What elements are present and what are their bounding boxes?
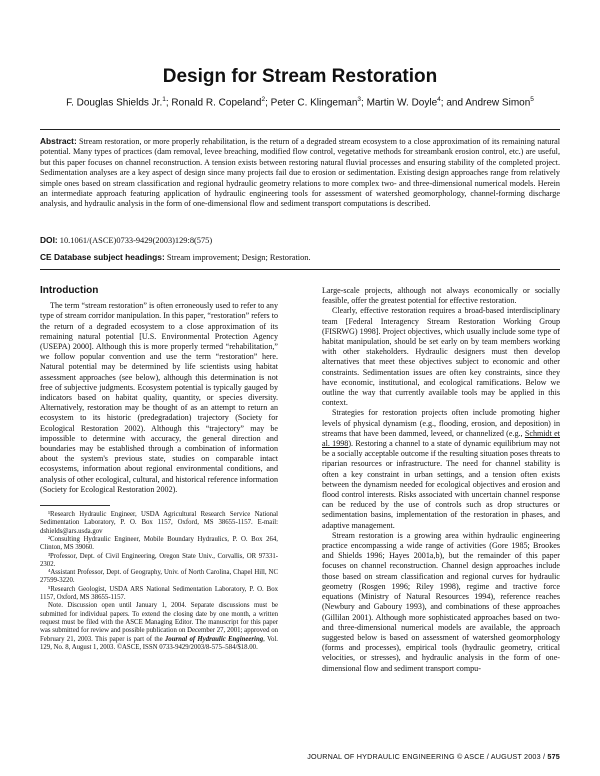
discussion-note bbox=[40, 602, 278, 652]
author-affiliation-mark: 5 bbox=[530, 96, 534, 103]
header-divider bbox=[40, 129, 560, 130]
doi-line bbox=[40, 235, 560, 245]
abstract-divider bbox=[40, 269, 560, 270]
journal-footer: JOURNAL OF HYDRAULIC ENGINEERING © ASCE / AUGUST 2003 / bbox=[307, 752, 548, 761]
intro-paragraph: The term “stream restoration” is often erroneously used to refer to any type of stream corridor manipulation. In this paper, “restoration” refers to the return of a degraded ecosystem to a close approximation of its remaining natural potential [U.S. Environmental Protection Agency (USEPA) 2000]. Although this is more properly termed “rehabilitation,” we follow popular convention and use the term “restoration” here. Natural potential may be determined by life scientists using habitat assessment approaches (see below), although this determination is not free of subjective judgments. Ecosystem potential is typically gauged by indicators based on habitat quality, quantity, or species diversity. Alternatively, restoration may be thought of as an attempt to return an ecosystem to its historic (predegradation) trajectory (Society for Ecological Restoration 2002). Although this “trajectory” may be impossible to determine with accuracy, the general direction and boundaries may be established through a combination of information about the system's previous state, studies on comparable intact ecosystems, information about regional environmental conditions, and analysis of other ecological, cultural, and historical reference information (Society for Ecological Restoration 2002). bbox=[40, 301, 278, 494]
footnote-divider bbox=[40, 505, 110, 506]
paper-title: Design for Stream Restoration bbox=[162, 66, 438, 87]
footnote-2: ²Consulting Hydraulic Engineer, Mobile Boundary Hydraulics, P. O. Box 264, Clinton, MS 39060. bbox=[40, 535, 278, 552]
footnote-5: ⁵Research Geologist, USDA ARS National Sedimentation Laboratory, P. O. Box 1157, Oxford, MS 38655-1157. bbox=[40, 585, 278, 602]
footnote-3: ³Professor, Dept. of Civil Engineering, Oregon State Univ., Corvallis, OR 97331-2302. bbox=[40, 552, 278, 568]
note-text: Note. Discussion open until January 1, 2004. Separate discussions must be submitted for individual papers. To extend the closing date by one month, a written request must be filed with the ASCE Managing Editor. The manuscript for this paper was submitted for review and possible publication on December 27, 2001; approved on February 21, 2003. This paper is part of the bbox=[40, 602, 278, 643]
abstract bbox=[40, 136, 560, 210]
footnotes bbox=[40, 511, 278, 652]
body-paragraph: Stream restoration is a growing area within hydraulic engineering practice encompassing a wide range of activities (Gore 1985; Brookes and Shields 1996; Hayes 2001a,b), but the remainder of this paper focuses on channel reconstruction. Channel design approaches include those based on stream classification and regional curves for hydraulic geometry (Rosgen 1996; Riley 1998), regime and tractive force equations (Ministry of Natural Resources 1994), reference reaches (Newbury and Gaboury 1993), and combinations of these approaches (Gillilan 2001). Although more sophisticated approaches based on two- and three-dimensional numerical models are available, the approach suggested below is based on assessment of watershed geomorphology (forms and processes), empirical tools (hydraulic geometry, critical velocities, or stresses), and hydraulic analysis in the form of one-dimensional flow and sediment transport compu- bbox=[322, 530, 560, 673]
author-affiliation-mark: 2 bbox=[261, 96, 266, 103]
author-affiliation-mark: 4 bbox=[437, 96, 441, 103]
left-column bbox=[40, 286, 278, 652]
subject-headings bbox=[40, 252, 560, 262]
body-paragraph: Clearly, effective restoration requires a broad-based interdisciplinary team [Federal Interagency Stream Restoration Working Group (FISRWG) 1998]. Project objectives, which usually include some type of habitat manipulation, should be set early on by team members working with other stakeholders. Hydraulic designers must then develop alternatives that meet these objectives subject to economic and other constraints. Sedimentation issues are often key constraints, since they have economic, institutional, and ecological ramifications. Below we outline the way that currently available tools may be applied in this context. bbox=[322, 306, 560, 408]
author-name: F. Douglas Shields Jr. bbox=[66, 97, 163, 109]
subject-headings-label: CE Database subject headings: bbox=[40, 252, 165, 262]
author-name: ; Peter C. Klingeman bbox=[265, 97, 358, 109]
page-footer bbox=[40, 752, 560, 761]
author-name: ; and Andrew Simon bbox=[440, 97, 531, 109]
page-number: 575 bbox=[547, 752, 560, 761]
subject-headings-value: Stream improvement; Design; Restoration. bbox=[166, 253, 311, 262]
author-name: ; Ronald R. Copeland bbox=[165, 97, 262, 109]
abstract-label: Abstract: bbox=[40, 136, 77, 146]
note-text-end: , Vol. 129, No. 8, August 1, 2003. ©ASCE, ISSN 0733-9429/2003/8-575–584/$18.00. bbox=[40, 635, 278, 651]
paragraph-text: Strategies for restoration projects often include promoting higher levels of physical dynamism (e.g., flooding, erosion, and deposition) in streams that have been dammed, leveed, or channelized (e.g., bbox=[322, 408, 560, 438]
author-name: ; Martin W. Doyle bbox=[361, 97, 438, 109]
doi-label: DOI: bbox=[40, 235, 58, 245]
citation-link[interactable]: Schmidt et al. 1998 bbox=[322, 428, 560, 449]
footnote-1: ¹Research Hydraulic Engineer, USDA Agricultural Research Service National Sedimentation Laboratory, P. O. Box 1157, Oxford, MS 38655-1157. E-mail: dshields@ars.usda.gov bbox=[40, 511, 278, 535]
abstract-text: Stream restoration, or more properly rehabilitation, is the return of a degraded stream ecosystem to a close approximation of its remaining natural potential. Many types of practices (dam removal, levee breaching, modified flow control, vegetative methods for streambank erosion control, etc.) are useful, but this paper focuses on channel reconstruction. A tension exists between restoring natural fluvial processes and ensuring stability of the completed project. Sedimentation analyses are a key aspect of design since many projects fail due to erosion or sedimentation. Existing design approaches range from relatively simple ones based on stream classification and regional hydraulic geometry relations to more complex two- and three-dimensional numerical models. Herein an intermediate approach featuring application of hydraulic engineering tools for assessment of watershed geomorphology, channel-forming discharge analysis, and hydraulic analysis in the form of one-dimensional flow and sediment transport computations is described. bbox=[40, 137, 560, 209]
right-column bbox=[322, 286, 560, 674]
author-affiliation-mark: 3 bbox=[357, 96, 362, 103]
paragraph-text: ). Restoring a channel to a state of dynamic equilibrium may not be a socially acceptable outcome if the resulting situation poses threats to riparian resources or infrastructure. The need for channel stability is often a key constraint in urban settings, and a tension often exists between the dynamism needed for ecological objectives and erosion and flood control interests. Risks associated with uncertain channel response can be reduced by the use of controls such as drop structures or sedimentation basins, implementation of the restoration in phases, and adaptive management. bbox=[322, 439, 560, 530]
doi-value[interactable]: 10.1061/(ASCE)0733-9429(2003)129:8(575) bbox=[59, 236, 213, 245]
author-affiliation-mark: 1 bbox=[162, 96, 166, 103]
journal-name: Journal of Hydraulic Engineering bbox=[164, 635, 264, 643]
body-paragraph: Large-scale projects, although not always economically or socially feasible, offer the greatest potential for effective restoration. bbox=[322, 286, 560, 306]
body-paragraph bbox=[322, 408, 560, 530]
introduction-heading: Introduction bbox=[40, 285, 99, 296]
footnote-4: ⁴Assistant Professor, Dept. of Geography, Univ. of North Carolina, Chapel Hill, NC 27599-3220. bbox=[40, 569, 278, 585]
author-list bbox=[20, 96, 580, 108]
